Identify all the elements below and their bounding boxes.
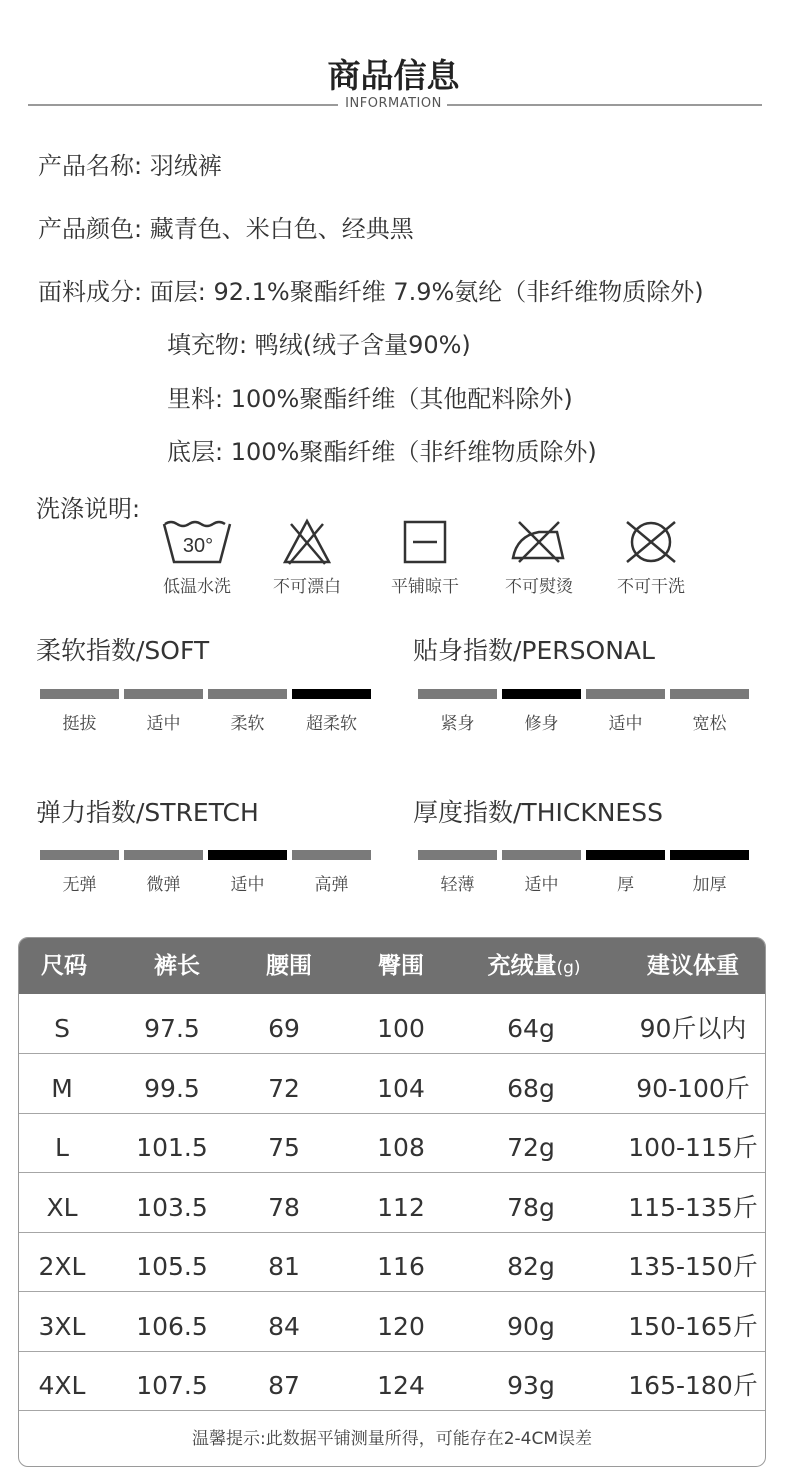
table-cell: XL <box>46 1192 78 1222</box>
table-row <box>19 994 765 1054</box>
table-cell: 97.5 <box>144 1014 200 1043</box>
page-title: 商品信息 <box>327 56 460 95</box>
table-cell: 135-150斤 <box>628 1252 758 1281</box>
index-bar <box>40 850 119 860</box>
header-waist: 腰围 <box>266 953 312 979</box>
index-bar <box>502 850 581 860</box>
table-cell: 84 <box>268 1311 300 1341</box>
table-row <box>19 1292 765 1352</box>
table-cell: 100-115斤 <box>628 1133 758 1162</box>
wash-30-icon <box>161 518 233 566</box>
table-row <box>19 1232 765 1292</box>
wash-caption: 低温水洗 <box>163 577 231 597</box>
table-cell: 68g <box>507 1073 555 1103</box>
table-cell: 72 <box>268 1073 300 1103</box>
fabric-label: 面料成分: <box>38 278 143 306</box>
index-option-label: 超柔软 <box>306 714 357 734</box>
table-row <box>19 1113 765 1173</box>
index-option-label: 柔软 <box>230 714 265 734</box>
table-cell: M <box>51 1073 73 1103</box>
index-option-label: 无弹 <box>62 875 97 895</box>
no-bleach-icon <box>281 518 333 566</box>
table-cell: 90g <box>507 1311 555 1341</box>
header-weight: 建议体重 <box>647 953 739 979</box>
table-cell: S <box>54 1014 70 1043</box>
fabric-line-lining: 里料: 100%聚酯纤维（其他配料除外) <box>167 385 573 413</box>
index-option-label: 微弹 <box>146 875 181 895</box>
table-cell: 81 <box>268 1252 300 1281</box>
index-bar <box>418 850 497 860</box>
index-option-label: 轻薄 <box>440 875 475 895</box>
index-bar-selected <box>502 689 581 699</box>
index-option-label: 适中 <box>608 714 643 734</box>
table-cell: 106.5 <box>136 1311 208 1341</box>
table-cell: 99.5 <box>144 1073 200 1103</box>
table-cell: 116 <box>377 1252 425 1281</box>
table-cell: 105.5 <box>136 1252 208 1281</box>
index-bar <box>418 689 497 699</box>
index-bar <box>586 689 665 699</box>
index-bar-selected <box>586 850 665 860</box>
index-bar <box>124 689 203 699</box>
product-color-label: 产品颜色: <box>38 215 143 243</box>
table-cell: 90-100斤 <box>636 1073 750 1103</box>
header-down-fill: 充绒量(g) <box>487 953 581 979</box>
wash-item-dry-flat <box>370 518 480 597</box>
header-hip: 臀围 <box>378 953 424 979</box>
index-option-label: 适中 <box>146 714 181 734</box>
product-color-row <box>38 209 414 244</box>
no-dry-clean-icon <box>621 518 681 566</box>
table-cell: 101.5 <box>136 1133 208 1162</box>
wash-label: 洗涤说明: <box>36 495 141 523</box>
index-option-label: 高弹 <box>314 875 349 895</box>
index-bar <box>124 850 203 860</box>
product-name-row <box>38 146 222 181</box>
product-name-value: 羽绒裤 <box>149 152 222 180</box>
index-bar-selected <box>670 850 749 860</box>
index-bar <box>208 689 287 699</box>
index-bar-selected <box>292 689 371 699</box>
index-option-label: 紧身 <box>440 714 475 734</box>
stretch-index-title: 弹力指数/STRETCH <box>36 798 259 827</box>
wash-caption: 不可干洗 <box>617 577 685 597</box>
index-option-label: 适中 <box>230 875 265 895</box>
table-cell: 124 <box>377 1371 425 1400</box>
table-cell: 69 <box>268 1014 300 1043</box>
dry-flat-icon <box>401 518 449 566</box>
table-cell: L <box>55 1133 69 1162</box>
table-cell: 78g <box>507 1192 555 1222</box>
table-cell: 2XL <box>38 1252 86 1281</box>
table-cell: 75 <box>268 1133 300 1162</box>
personal-index-title: 贴身指数/PERSONAL <box>413 636 655 665</box>
wash-caption: 平铺晾干 <box>391 577 459 597</box>
table-cell: 72g <box>507 1133 555 1162</box>
size-table-header <box>19 938 765 994</box>
table-cell: 108 <box>377 1133 425 1162</box>
index-option-label: 修身 <box>524 714 559 734</box>
table-cell: 104 <box>377 1073 425 1103</box>
table-cell: 165-180斤 <box>628 1371 758 1400</box>
wash-item-no-iron <box>484 518 594 597</box>
table-cell: 90斤以内 <box>639 1014 747 1043</box>
table-cell: 4XL <box>38 1371 86 1400</box>
product-color-value: 藏青色、米白色、经典黑 <box>149 215 414 243</box>
thickness-index-title: 厚度指数/THICKNESS <box>413 798 663 827</box>
table-row <box>19 1351 765 1411</box>
table-cell: 115-135斤 <box>628 1192 758 1222</box>
fabric-line-bottom: 底层: 100%聚酯纤维（非纤维物质除外) <box>167 438 597 466</box>
table-cell: 100 <box>377 1014 425 1043</box>
header-size: 尺码 <box>41 953 87 979</box>
wash-item-low-temp <box>142 518 252 597</box>
size-table <box>18 937 766 1467</box>
no-iron-icon <box>509 518 569 566</box>
index-bar <box>292 850 371 860</box>
index-option-label: 加厚 <box>692 875 727 895</box>
wash-item-no-dry-clean <box>596 518 706 597</box>
table-cell: 93g <box>507 1371 555 1400</box>
fabric-line-outer: 面层: 92.1%聚酯纤维 7.9%氨纶（非纤维物质除外) <box>149 278 704 306</box>
table-cell: 112 <box>377 1192 425 1222</box>
fabric-line-filling: 填充物: 鸭绒(绒子含量90%) <box>167 331 471 359</box>
table-row <box>19 1173 765 1233</box>
index-option-label: 厚 <box>617 875 634 895</box>
index-option-label: 适中 <box>524 875 559 895</box>
wash-caption: 不可熨烫 <box>505 577 573 597</box>
header-down-fill-unit: (g) <box>556 958 581 978</box>
index-option-label: 挺拔 <box>62 714 97 734</box>
index-bar-selected <box>208 850 287 860</box>
wash-item-no-bleach <box>252 518 362 597</box>
index-option-label: 宽松 <box>692 714 727 734</box>
header-length: 裤长 <box>154 953 200 979</box>
table-cell: 78 <box>268 1192 300 1222</box>
fabric-row <box>38 272 704 307</box>
measurement-note: 温馨提示:此数据平铺测量所得，可能存在2-4CM误差 <box>191 1429 593 1449</box>
table-cell: 87 <box>268 1371 300 1400</box>
soft-index-title: 柔软指数/SOFT <box>36 636 210 665</box>
index-bar <box>670 689 749 699</box>
table-cell: 103.5 <box>136 1192 208 1222</box>
table-cell: 82g <box>507 1252 555 1281</box>
svg-text:30°: 30° <box>182 535 214 557</box>
table-cell: 150-165斤 <box>628 1311 758 1341</box>
wash-caption: 不可漂白 <box>273 577 341 597</box>
table-cell: 120 <box>377 1311 425 1341</box>
table-row <box>19 1054 765 1114</box>
product-name-label: 产品名称: <box>38 152 143 180</box>
table-cell: 64g <box>507 1014 555 1043</box>
index-bar <box>40 689 119 699</box>
table-cell: 107.5 <box>136 1371 208 1400</box>
page-subtitle: INFORMATION <box>0 96 787 111</box>
table-cell: 3XL <box>38 1311 86 1341</box>
